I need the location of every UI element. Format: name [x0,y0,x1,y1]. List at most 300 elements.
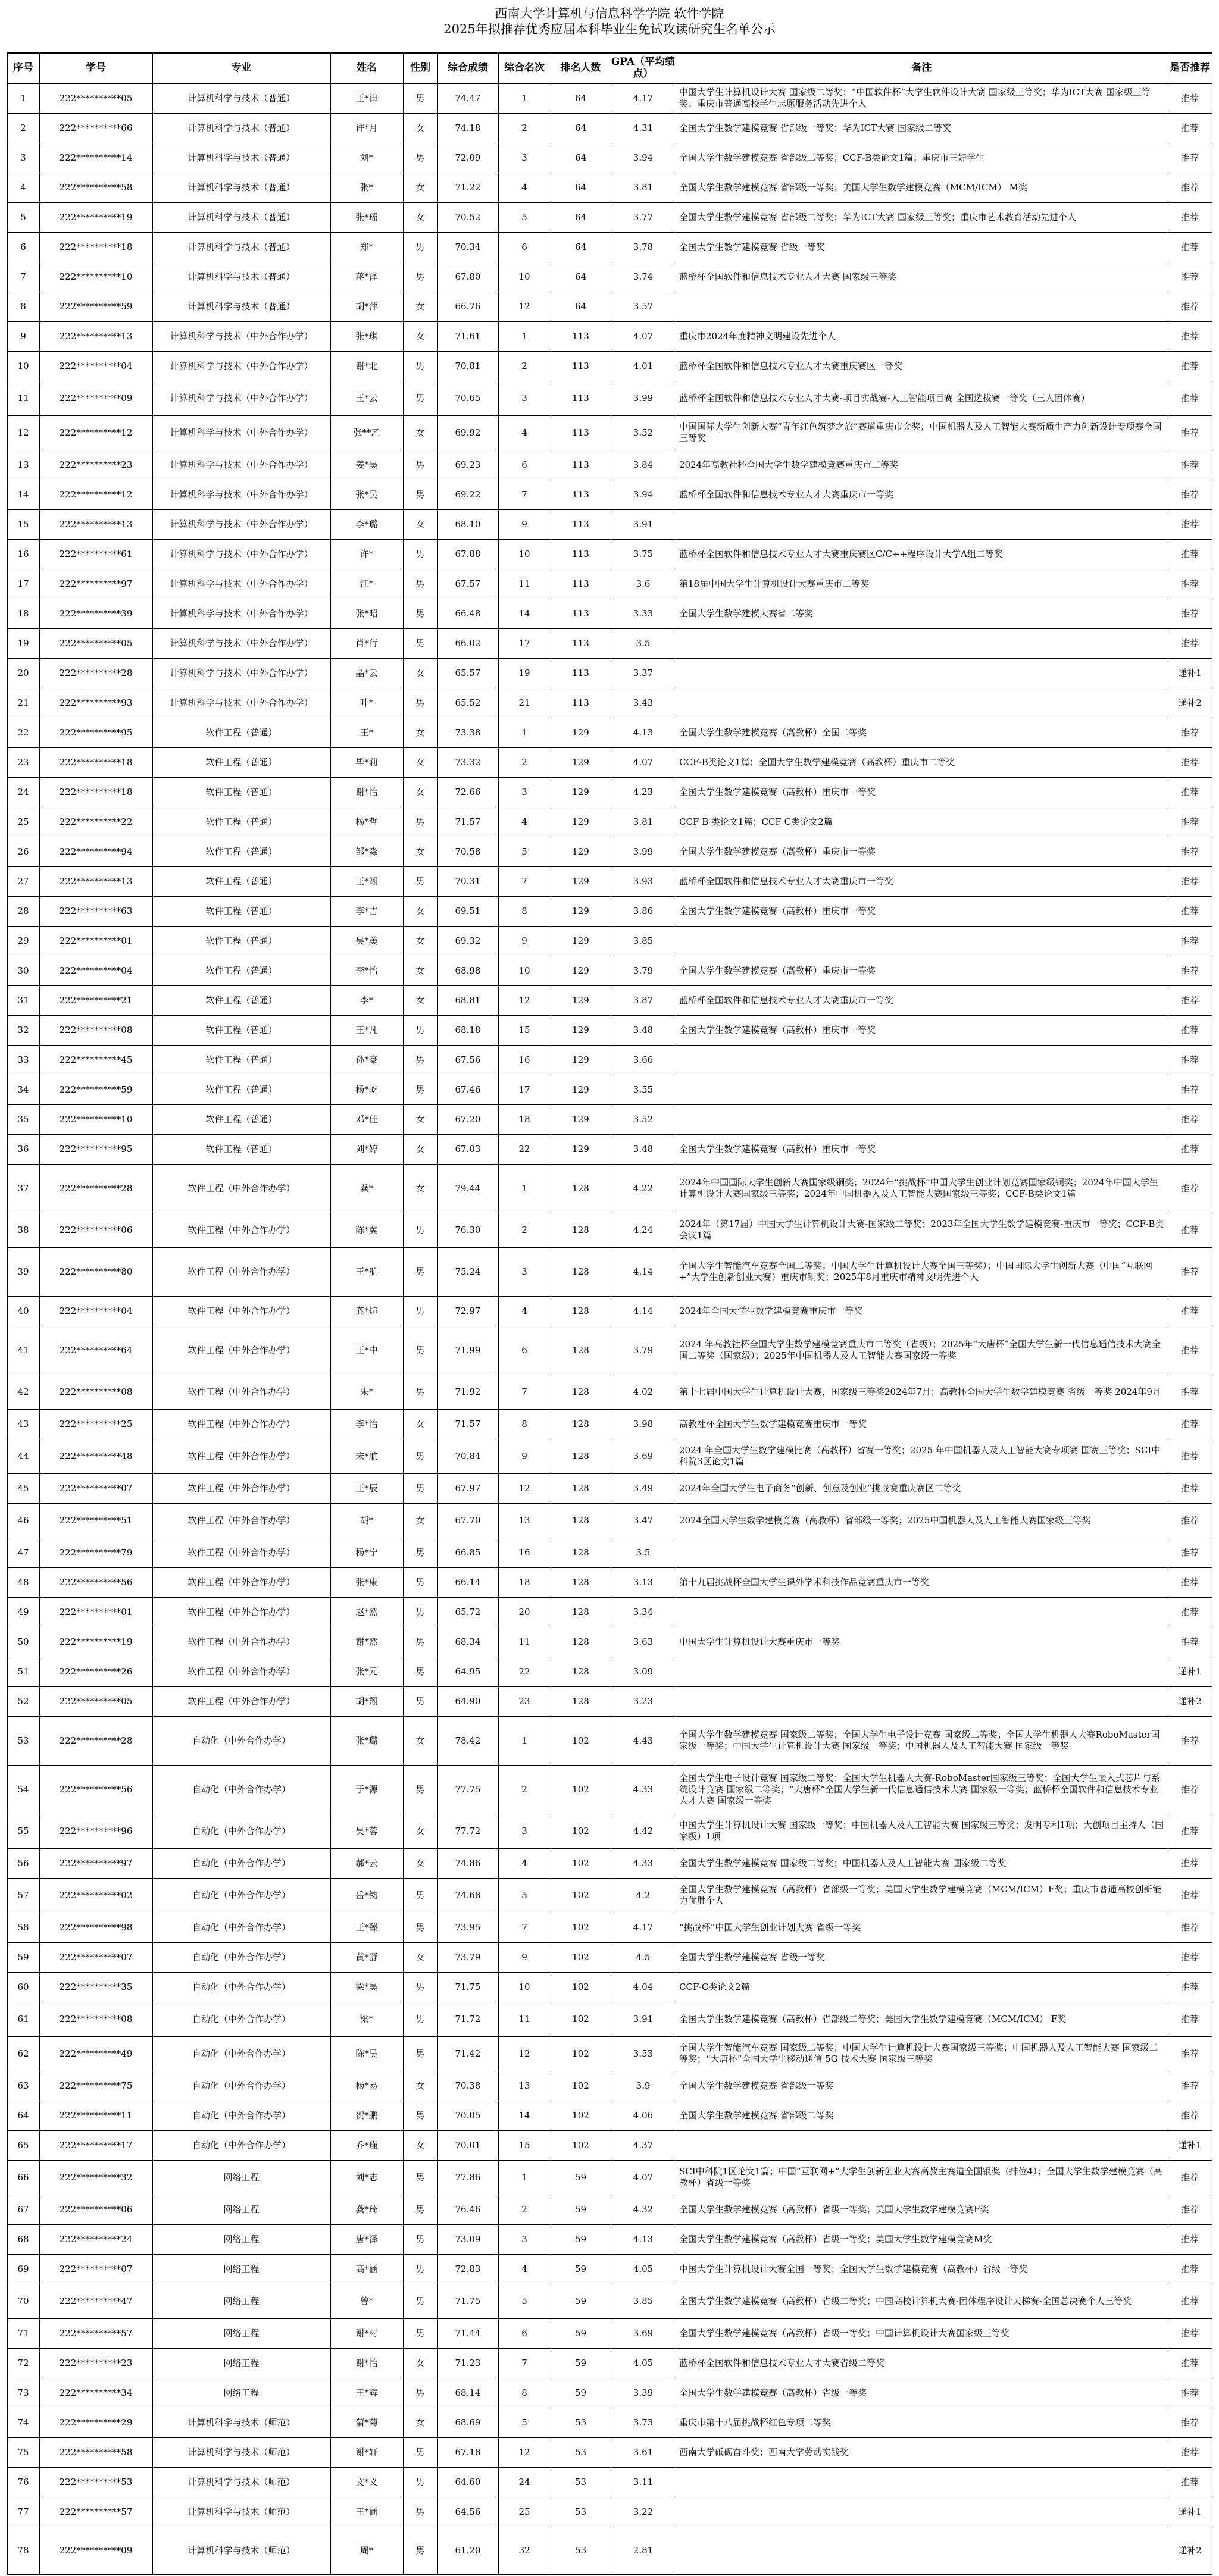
student-id: 222**********07 [59,1482,133,1494]
rank-total: 129 [572,875,589,887]
row-index: 6 [20,241,26,252]
gender: 女 [415,1857,425,1868]
rank-total: 129 [572,786,589,797]
recommend-status: 递补2 [1178,1695,1202,1707]
student-id: 222**********23 [59,459,133,470]
gpa: 3.34 [633,1606,654,1617]
row-index: 75 [17,2446,29,2458]
composite-rank: 1 [521,92,527,104]
remarks: 2024 年高教社杯全国大学生数学建模竞赛重庆市二等奖（省级）；2025年“大唐杯”全国大学生新一代信息通信技术大赛全国二等奖（国家级）；2025年中国机器人及人工智能大赛国家级一等奖 [679,1339,1161,1361]
rank-total: 53 [574,2476,587,2487]
rank-total: 129 [572,756,589,768]
col-rank-header: 综合名次 [504,62,545,74]
composite-score: 64.90 [455,1695,481,1707]
rank-total: 102 [572,1735,589,1746]
gpa: 3.99 [633,392,654,403]
student-id: 222**********97 [59,578,133,589]
student-id: 222**********06 [59,1224,133,1235]
composite-score: 68.18 [455,1024,481,1035]
row-index: 72 [17,2357,29,2368]
row-index: 68 [17,2233,29,2245]
remarks: CCF B 类论文1篇；CCF C类论文2篇 [679,816,833,827]
gpa: 4.2 [636,1889,651,1901]
gpa: 4.06 [633,2109,654,2121]
composite-score: 74.18 [455,122,481,133]
recommend-status: 推荐 [1180,1951,1199,1962]
major: 计算机科学与技术（中外合作办学） [170,427,313,438]
rank-total: 113 [572,330,589,342]
composite-score: 73.95 [455,1921,481,1933]
recommend-status: 递补1 [1178,667,1202,678]
student-id: 222**********32 [59,2171,133,2183]
student-name: 许*月 [355,122,378,133]
recommend-status: 推荐 [1180,1783,1199,1795]
composite-rank: 4 [521,1305,527,1316]
major: 软件工程（普通） [205,1054,277,1065]
gpa: 3.5 [636,1547,651,1558]
major: 软件工程（中外合作办学） [187,1547,295,1558]
composite-rank: 4 [521,2263,527,2274]
composite-rank: 12 [518,2048,530,2059]
composite-rank: 16 [518,1054,530,1065]
rank-total: 102 [572,1981,589,1992]
student-id: 222**********75 [59,2080,133,2091]
gpa: 3.78 [633,241,654,252]
student-id: 222**********13 [59,875,133,887]
remarks [676,1045,1168,1075]
remarks: 蓝桥杯全国软件和信息技术专业人才大赛重庆赛区C/C++程序设计大学A组二等奖 [679,548,1003,559]
composite-score: 69.22 [455,489,481,500]
student-name: 谢*怡 [355,2357,378,2368]
student-name: 吴*蓉 [355,1825,378,1836]
row-index: 52 [17,1695,29,1707]
gpa: 3.91 [633,2013,654,2024]
gpa: 3.22 [633,2506,654,2517]
student-id: 222**********28 [59,1735,133,1746]
rank-total: 113 [572,360,589,371]
major: 自动化（中外合作办学） [192,2139,290,2151]
row-index: 71 [17,2327,29,2339]
gpa: 3.81 [633,181,654,193]
row-index: 33 [17,1054,29,1065]
remarks: 全国大学生数学建模竞赛 省级一等奖 [679,241,825,252]
student-name: 吴*美 [355,935,378,946]
student-name: 王*翊 [355,875,378,887]
rank-total: 102 [572,2013,589,2024]
composite-rank: 1 [521,2171,527,2183]
student-name: 王*臻 [355,1921,378,1933]
gender: 男 [415,548,425,559]
composite-score: 72.83 [455,2263,481,2274]
gender: 女 [415,2080,425,2091]
gpa: 3.49 [633,1482,654,1494]
major: 计算机科学与技术（中外合作办学） [170,637,313,649]
gpa: 3.81 [633,816,654,827]
major: 自动化（中外合作办学） [192,1857,290,1868]
row-index: 23 [17,756,29,768]
student-id: 222**********09 [59,2544,133,2556]
gpa: 4.31 [633,122,654,133]
student-name: 杨*易 [355,2080,378,2091]
gender: 女 [415,518,425,530]
remarks [676,1538,1168,1567]
composite-rank: 24 [518,2476,530,2487]
row-index: 10 [17,360,29,371]
rank-total: 59 [574,2203,587,2215]
composite-score: 71.75 [455,1981,481,1992]
gender: 男 [415,578,425,589]
recommend-status: 推荐 [1180,578,1199,589]
recommend-status: 推荐 [1180,271,1199,282]
gpa: 4.04 [633,1981,654,1992]
student-name: 叶* [360,697,374,708]
row-index: 16 [17,548,29,559]
recommend-status: 推荐 [1180,2048,1199,2059]
rank-total: 113 [572,608,589,619]
composite-score: 73.79 [455,1951,481,1962]
major: 计算机科学与技术（中外合作办学） [170,330,313,342]
recommend-status: 推荐 [1180,2171,1199,2183]
student-name: 陈*冀 [355,1224,378,1235]
remarks: 全国大学生数学建模竞赛（高教杯）省级一等奖；美国大学生数学建模竞赛F奖 [679,2203,989,2215]
rank-total: 129 [572,1143,589,1154]
gender: 男 [415,2476,425,2487]
gpa: 4.22 [633,1182,654,1194]
student-id: 222**********79 [59,1547,133,1558]
major: 自动化（中外合作办学） [192,2013,290,2024]
gender: 男 [415,2048,425,2059]
column-rule [403,52,404,2575]
composite-rank: 22 [518,1143,530,1154]
composite-rank: 7 [521,489,527,500]
student-name: 王*涵 [355,2506,378,2517]
composite-score: 61.20 [455,2544,481,2556]
major: 计算机科学与技术（中外合作办学） [170,608,313,619]
recommend-status: 推荐 [1180,152,1199,163]
major: 软件工程（普通） [205,1024,277,1035]
remarks: 全国大学生数学建模竞赛（高教杯）重庆市一等奖 [679,846,876,857]
row-index: 54 [17,1783,29,1795]
student-name: 周* [360,2544,374,2556]
rank-total: 129 [572,1054,589,1065]
gpa: 3.79 [633,965,654,976]
remarks: 第十九届挑战杯全国大学生课外学术科技作品竞赛重庆市一等奖 [679,1576,930,1588]
composite-rank: 2 [521,122,527,133]
major: 网络工程 [223,2357,260,2368]
gpa: 4.33 [633,1783,654,1795]
composite-score: 71.42 [455,2048,481,2059]
composite-score: 70.52 [455,211,481,223]
major: 软件工程（中外合作办学） [187,1305,295,1316]
remarks: 全国大学生数学建模竞赛（高教杯）省级二等奖；中国高校计算机大赛-团体程序设计天梯赛-全国总决赛个人三等奖 [679,2295,1132,2306]
row-index: 43 [17,1418,29,1429]
gpa: 3.52 [633,427,654,438]
rank-total: 102 [572,2109,589,2121]
rank-total: 102 [572,1825,589,1836]
composite-score: 73.38 [455,727,481,738]
major: 计算机科学与技术（师范） [187,2446,295,2458]
composite-rank: 12 [518,301,530,312]
rank-total: 113 [572,489,589,500]
row-index: 21 [17,697,29,708]
gender: 女 [415,1143,425,1154]
composite-score: 72.66 [455,786,481,797]
student-id: 222**********04 [59,1305,133,1316]
gender: 男 [415,1576,425,1588]
row-index: 59 [17,1951,29,1962]
student-name: 李* [360,994,374,1006]
row-index: 8 [20,301,26,312]
recommend-status: 推荐 [1180,2013,1199,2024]
row-index: 32 [17,1024,29,1035]
student-name: 谢*然 [355,1636,378,1647]
gpa: 3.43 [633,697,654,708]
student-id: 222**********53 [59,2476,133,2487]
composite-score: 67.46 [455,1084,481,1095]
recommend-status: 推荐 [1180,1735,1199,1746]
rank-total: 113 [572,459,589,470]
composite-rank: 11 [518,2013,530,2024]
gpa: 3.11 [633,2476,654,2487]
major: 计算机科学与技术（中外合作办学） [170,360,313,371]
recommend-status: 推荐 [1180,608,1199,619]
composite-score: 70.65 [455,392,481,403]
recommend-status: 推荐 [1180,756,1199,768]
gender: 男 [415,2263,425,2274]
student-name: 宋*航 [355,1450,378,1461]
gpa: 3.37 [633,667,654,678]
remarks [676,1597,1168,1627]
student-name: 张**乙 [353,427,380,438]
row-index: 36 [17,1143,29,1154]
gpa: 3.53 [633,2048,654,2059]
gpa: 4.17 [633,1921,654,1933]
student-id: 222**********08 [59,1024,133,1035]
composite-rank: 14 [518,608,530,619]
row-index: 45 [17,1482,29,1494]
remarks: 重庆市2024年度精神文明建设先进个人 [679,330,836,342]
student-name: 胡*萍 [355,301,378,312]
rank-total: 128 [572,1224,589,1235]
composite-score: 68.14 [455,2387,481,2398]
gender: 男 [415,1054,425,1065]
student-id: 222**********05 [59,92,133,104]
major: 自动化（中外合作办学） [192,1825,290,1836]
student-id: 222**********05 [59,637,133,649]
recommend-status: 推荐 [1180,1084,1199,1095]
col-index-header: 序号 [13,62,33,74]
row-index: 61 [17,2013,29,2024]
recommend-status: 推荐 [1180,637,1199,649]
major: 软件工程（中外合作办学） [187,1418,295,1429]
major: 自动化（中外合作办学） [192,2109,290,2121]
recommend-status: 推荐 [1180,727,1199,738]
recommend-status: 推荐 [1180,1418,1199,1429]
column-rule [330,52,331,2575]
rank-total: 128 [572,1386,589,1397]
student-name: 刘*婷 [355,1143,378,1154]
gender: 男 [415,2387,425,2398]
remarks: 2024年全国大学生数学建模竞赛重庆市一等奖 [679,1305,863,1316]
rank-total: 113 [572,578,589,589]
student-id: 222**********95 [59,1143,133,1154]
title-line-1: 西南大学计算机与信息科学学院 软件学院 [495,7,724,21]
remarks: 全国大学生数学建模竞赛 省部级一等奖；华为ICT大赛 国家级二等奖 [679,122,951,133]
gpa: 3.57 [633,301,654,312]
composite-score: 74.68 [455,1889,481,1901]
composite-rank: 23 [518,1695,530,1707]
student-id: 222**********57 [59,2327,133,2339]
rank-total: 128 [572,1482,589,1494]
remarks: 全国大学生数学建模竞赛（高教杯）重庆市一等奖 [679,1143,876,1154]
composite-rank: 18 [518,1576,530,1588]
recommend-status: 推荐 [1180,2233,1199,2245]
gender: 男 [415,1666,425,1677]
student-id: 222**********93 [59,697,133,708]
composite-score: 69.92 [455,427,481,438]
rank-total: 59 [574,2357,587,2368]
student-id: 222**********59 [59,301,133,312]
student-id: 222**********12 [59,489,133,500]
composite-rank: 17 [518,637,530,649]
gender: 女 [415,786,425,797]
recommend-status: 推荐 [1180,846,1199,857]
gender: 女 [415,301,425,312]
composite-score: 76.46 [455,2203,481,2215]
recommend-status: 推荐 [1180,1182,1199,1194]
gpa: 4.01 [633,360,654,371]
remarks: 中国大学生计算机设计大赛 国家级一等奖；中国机器人及人工智能大赛 国家级三等奖；发明专利1项；大创项目主持人（国家级）1项 [679,1820,1164,1842]
student-name: 于*源 [355,1783,378,1795]
gender: 女 [415,1514,425,1526]
major: 软件工程（普通） [205,994,277,1006]
composite-score: 66.48 [455,608,481,619]
remarks: 第十七届中国大学生计算机设计大赛，国家级三等奖2024年7月；高教杯全国大学生数学建模竞赛 省级一等奖 2024年9月 [679,1386,1161,1397]
composite-rank: 7 [521,875,527,887]
composite-score: 77.72 [455,1825,481,1836]
student-id: 222**********49 [59,2048,133,2059]
recommend-status: 推荐 [1180,2109,1199,2121]
gpa: 4.07 [633,330,654,342]
recommend-status: 推荐 [1180,2476,1199,2487]
remarks [676,658,1168,688]
composite-score: 68.10 [455,518,481,530]
composite-rank: 25 [518,2506,530,2517]
composite-score: 70.34 [455,241,481,252]
gpa: 3.73 [633,2417,654,2428]
composite-score: 71.57 [455,816,481,827]
composite-rank: 9 [521,935,527,946]
remarks: SCI中科院1区论文1篇；中国“互联网+”大学生创新创业大赛高教主赛道全国银奖（排位4）；全国大学生数学建模竞赛（高教杯）省级一等奖 [679,2166,1162,2188]
rank-total: 129 [572,905,589,916]
student-name: 谢*怡 [355,786,378,797]
student-name: 张*瑶 [355,211,378,223]
major: 软件工程（中外合作办学） [187,1224,295,1235]
gender: 男 [415,489,425,500]
gender: 女 [415,1418,425,1429]
recommend-status: 推荐 [1180,2357,1199,2368]
gender: 男 [415,2233,425,2245]
composite-rank: 15 [518,1024,530,1035]
composite-score: 72.09 [455,152,481,163]
composite-rank: 16 [518,1547,530,1558]
student-name: 谢*村 [355,2327,378,2339]
title-line-2: 2025年拟推荐优秀应届本科毕业生免试攻读研究生名单公示 [443,22,776,36]
recommend-status: 递补1 [1178,2139,1202,2151]
row-index: 2 [20,122,26,133]
student-id: 222**********94 [59,846,133,857]
student-name: 刘*志 [355,2171,378,2183]
rank-total: 128 [572,1576,589,1588]
gpa: 4.13 [633,2233,654,2245]
student-id: 222**********19 [59,1636,133,1647]
remarks: 全国大学生数学建模竞赛 省部级二等奖；华为ICT大赛 国家级三等奖；重庆市艺术教育活动先进个人 [679,211,1076,223]
recommend-status: 递补2 [1178,2544,1202,2556]
remarks: 第18届中国大学生计算机设计大赛重庆市二等奖 [679,578,870,589]
row-index: 67 [17,2203,29,2215]
remarks: 2024年全国大学生电子商务“创新、创意及创业”挑战赛重庆赛区二等奖 [679,1482,961,1494]
column-rule [39,52,40,2575]
major: 计算机科学与技术（普通） [187,122,295,133]
major: 计算机科学与技术（中外合作办学） [170,697,313,708]
remarks: 西南大学砥砺奋斗奖；西南大学劳动实践奖 [679,2446,849,2458]
column-rule [498,52,499,2575]
rank-total: 129 [572,1024,589,1035]
student-id: 222**********04 [59,965,133,976]
rank-total: 128 [572,1547,589,1558]
gpa: 4.5 [636,1951,651,1962]
major: 计算机科学与技术（普通） [187,211,295,223]
composite-score: 67.57 [455,578,481,589]
col-remarks-header: 备注 [911,62,932,74]
gpa: 4.43 [633,1735,654,1746]
composite-rank: 3 [521,786,527,797]
student-name: 张*昊 [355,489,378,500]
student-name: 张*元 [355,1666,378,1677]
composite-rank: 3 [521,152,527,163]
row-index: 30 [17,965,29,976]
major: 自动化（中外合作办学） [192,2048,290,2059]
composite-rank: 13 [518,2080,530,2091]
recommend-status: 推荐 [1180,786,1199,797]
remarks: 全国大学生数学建模竞赛（高教杯）省部级一等奖；美国大学生数学建模竞赛（MCM/ICM）F奖；重庆市普通高校创新能力优胜个人 [679,1884,1162,1906]
major: 网络工程 [223,2171,260,2183]
row-index: 49 [17,1606,29,1617]
student-id: 222**********28 [59,1182,133,1194]
composite-rank: 2 [521,360,527,371]
remarks: 蓝桥杯全国软件和信息技术专业人才大赛重庆市一等奖 [679,489,894,500]
remarks: 全国大学生数学建模竞赛（高教杯）重庆市一等奖 [679,905,876,916]
major: 软件工程（中外合作办学） [187,1344,295,1356]
gender: 男 [415,92,425,104]
student-id: 222**********14 [59,152,133,163]
recommend-status: 推荐 [1180,1305,1199,1316]
gender: 男 [415,2171,425,2183]
row-index: 4 [20,181,26,193]
remarks [676,1657,1168,1686]
row-index: 65 [17,2139,29,2151]
gpa: 4.17 [633,92,654,104]
recommend-status: 推荐 [1180,965,1199,976]
row-index: 60 [17,1981,29,1992]
major: 自动化（中外合作办学） [192,1921,290,1933]
gpa: 4.05 [633,2263,654,2274]
gender: 男 [415,2109,425,2121]
gpa: 4.32 [633,2203,654,2215]
major: 计算机科学与技术（普通） [187,241,295,252]
student-id: 222**********04 [59,360,133,371]
rank-total: 129 [572,1084,589,1095]
